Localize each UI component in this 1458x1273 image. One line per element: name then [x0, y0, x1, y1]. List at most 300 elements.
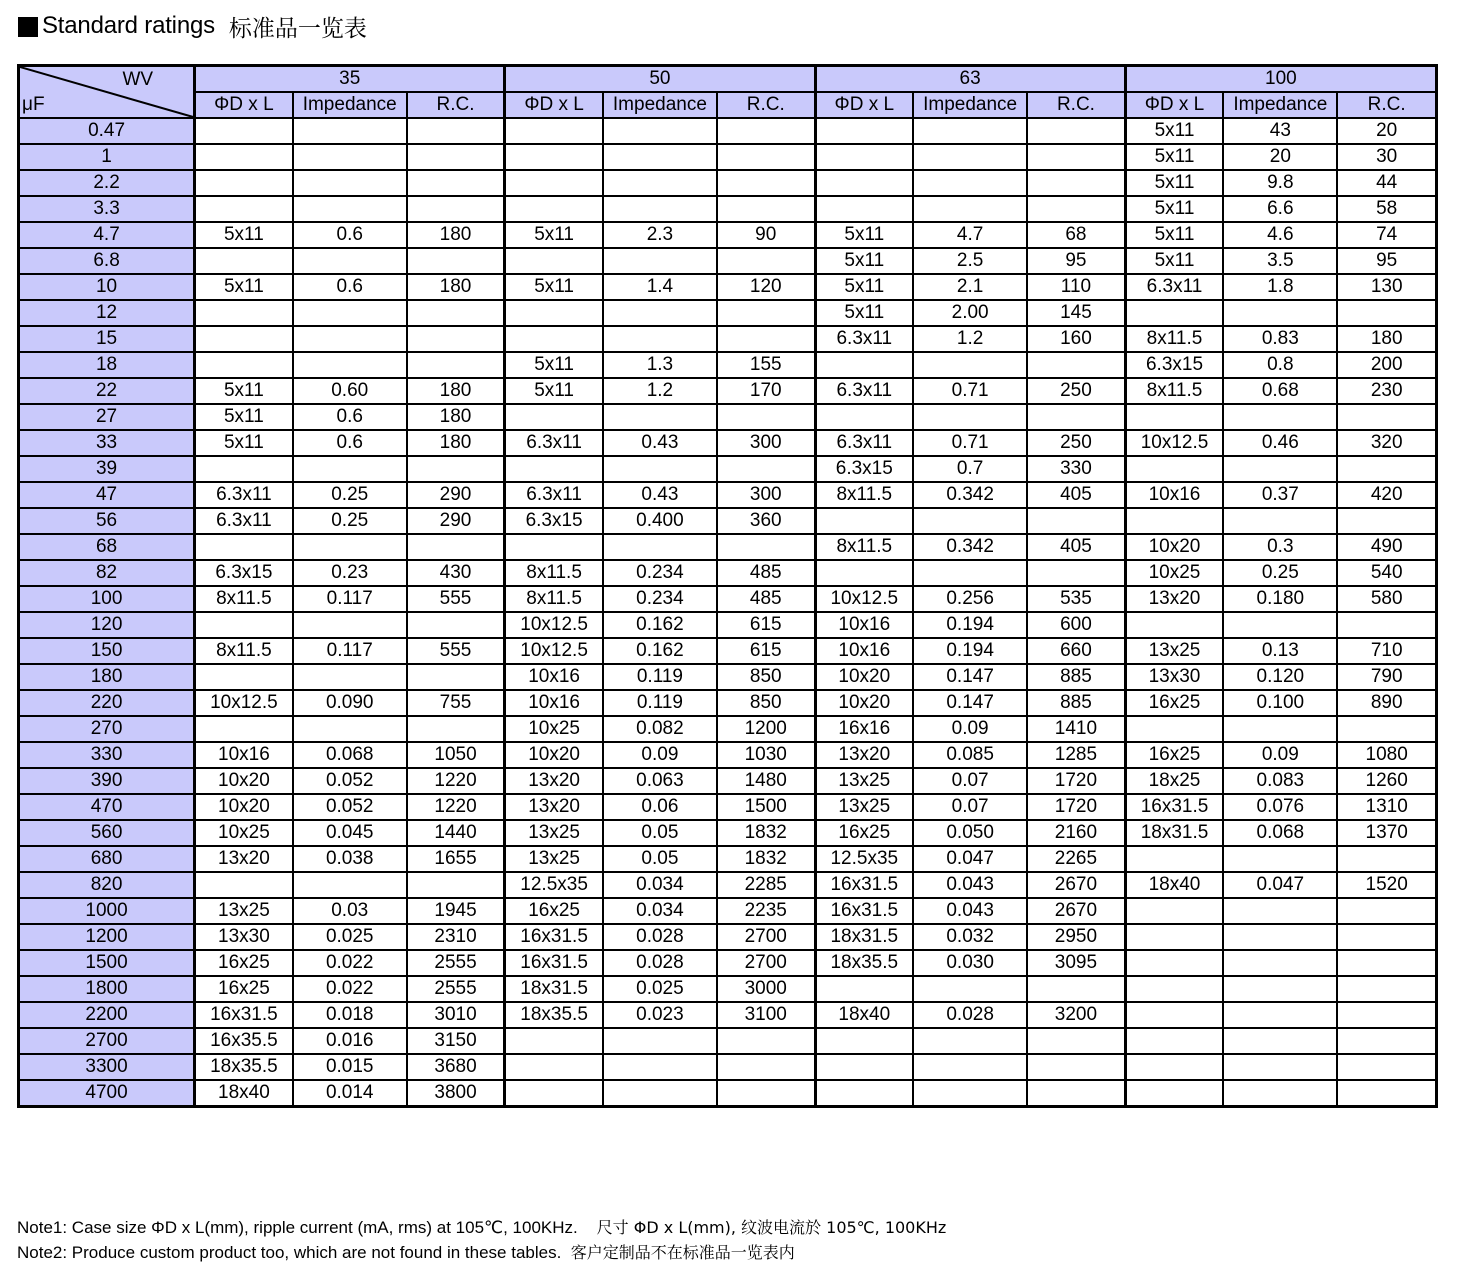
cell-63v-rc: 1410: [1027, 716, 1125, 742]
cell-100v-impedance: 0.68: [1223, 378, 1337, 404]
cell-63v-rc: 330: [1027, 456, 1125, 482]
cell-63v-impedance: [913, 352, 1027, 378]
cell-50v-impedance: [603, 456, 717, 482]
cell-50v-rc: 615: [717, 612, 815, 638]
cell-35v-rc: 3150: [407, 1028, 505, 1054]
cell-35v-impedance: 0.068: [293, 742, 407, 768]
capacitance-cell: 150: [19, 638, 195, 664]
capacitance-cell: 220: [19, 690, 195, 716]
cell-50v-impedance: 0.162: [603, 612, 717, 638]
cell-100v-impedance: [1223, 1080, 1337, 1107]
cell-63v-impedance: 0.085: [913, 742, 1027, 768]
cell-35v-impedance: [293, 118, 407, 144]
cell-50v-size: [505, 144, 603, 170]
cell-50v-size: [505, 534, 603, 560]
cell-100v-impedance: [1223, 508, 1337, 534]
table-row: [19, 924, 1437, 950]
cell-63v-impedance: 0.7: [913, 456, 1027, 482]
cell-50v-size: 5x11: [505, 352, 603, 378]
cell-35v-impedance: 0.016: [293, 1028, 407, 1054]
cell-50v-impedance: 0.400: [603, 508, 717, 534]
cell-50v-size: [505, 326, 603, 352]
note-2: [17, 1240, 946, 1265]
cell-100v-size: [1125, 1080, 1223, 1107]
cell-35v-rc: 3010: [407, 1002, 505, 1028]
cell-100v-impedance: [1223, 1054, 1337, 1080]
cell-35v-rc: 555: [407, 586, 505, 612]
cell-35v-size: [195, 612, 293, 638]
cell-35v-size: 13x25: [195, 898, 293, 924]
cell-50v-rc: 3000: [717, 976, 815, 1002]
cell-100v-rc: 490: [1337, 534, 1436, 560]
cell-63v-impedance: 4.7: [913, 222, 1027, 248]
capacitance-cell: 1500: [19, 950, 195, 976]
cell-35v-impedance: 0.60: [293, 378, 407, 404]
sub-header-impedance: Impedance: [1223, 92, 1337, 118]
cell-63v-rc: 3200: [1027, 1002, 1125, 1028]
cell-63v-impedance: 2.00: [913, 300, 1027, 326]
cell-63v-impedance: 0.194: [913, 638, 1027, 664]
cell-100v-impedance: [1223, 846, 1337, 872]
cell-100v-size: 6.3x15: [1125, 352, 1223, 378]
cell-50v-rc: [717, 196, 815, 222]
cell-100v-size: 5x11: [1125, 248, 1223, 274]
cell-50v-size: [505, 404, 603, 430]
cell-63v-size: 5x11: [815, 248, 913, 274]
cell-35v-impedance: [293, 300, 407, 326]
table-row: [19, 638, 1437, 664]
cell-35v-size: [195, 326, 293, 352]
cell-50v-rc: 1480: [717, 768, 815, 794]
cell-50v-impedance: [603, 1054, 717, 1080]
capacitance-cell: 15: [19, 326, 195, 352]
cell-35v-size: [195, 170, 293, 196]
cell-35v-rc: 755: [407, 690, 505, 716]
cell-35v-impedance: [293, 352, 407, 378]
cell-35v-impedance: 0.018: [293, 1002, 407, 1028]
capacitance-cell: 68: [19, 534, 195, 560]
cell-100v-impedance: [1223, 1028, 1337, 1054]
voltage-header-50: 50: [505, 66, 815, 93]
cell-63v-impedance: 0.032: [913, 924, 1027, 950]
sub-header-rc: R.C.: [1337, 92, 1436, 118]
cell-100v-size: 8x11.5: [1125, 326, 1223, 352]
cell-63v-rc: 250: [1027, 430, 1125, 456]
cell-63v-size: 10x20: [815, 664, 913, 690]
table-row: [19, 300, 1437, 326]
cell-50v-impedance: 1.2: [603, 378, 717, 404]
cell-63v-impedance: 0.043: [913, 898, 1027, 924]
cell-100v-impedance: 6.6: [1223, 196, 1337, 222]
cell-35v-size: 8x11.5: [195, 638, 293, 664]
cell-50v-rc: 1030: [717, 742, 815, 768]
cell-35v-size: [195, 664, 293, 690]
table-row: [19, 274, 1437, 300]
table-row: [19, 170, 1437, 196]
cell-50v-rc: [717, 248, 815, 274]
cell-35v-size: 6.3x11: [195, 482, 293, 508]
cell-100v-impedance: 0.100: [1223, 690, 1337, 716]
note-1-en: Note1: Case size ΦD x L(mm), ripple current (mA, rms) at 105℃, 100KHz.: [17, 1218, 578, 1237]
cell-100v-impedance: 4.6: [1223, 222, 1337, 248]
cell-100v-size: 16x31.5: [1125, 794, 1223, 820]
cell-50v-rc: [717, 144, 815, 170]
cell-100v-impedance: 20: [1223, 144, 1337, 170]
cell-35v-size: 18x40: [195, 1080, 293, 1107]
cell-50v-size: 13x20: [505, 768, 603, 794]
cell-100v-size: [1125, 716, 1223, 742]
cell-50v-impedance: 0.06: [603, 794, 717, 820]
cell-100v-rc: 30: [1337, 144, 1436, 170]
cell-100v-size: 5x11: [1125, 222, 1223, 248]
capacitance-cell: 330: [19, 742, 195, 768]
table-row: [19, 456, 1437, 482]
cell-35v-rc: [407, 196, 505, 222]
cell-100v-impedance: 0.047: [1223, 872, 1337, 898]
cell-35v-impedance: 0.052: [293, 768, 407, 794]
cell-100v-size: [1125, 1028, 1223, 1054]
cell-63v-impedance: [913, 144, 1027, 170]
cell-50v-impedance: 1.3: [603, 352, 717, 378]
cell-63v-size: 16x31.5: [815, 898, 913, 924]
cell-100v-size: 5x11: [1125, 170, 1223, 196]
capacitance-cell: 120: [19, 612, 195, 638]
cell-35v-rc: [407, 872, 505, 898]
cell-100v-impedance: [1223, 456, 1337, 482]
standard-ratings-table: [17, 64, 1438, 1108]
cell-35v-impedance: [293, 170, 407, 196]
cell-63v-size: 6.3x11: [815, 378, 913, 404]
capacitance-cell: 22: [19, 378, 195, 404]
cell-35v-rc: 3800: [407, 1080, 505, 1107]
cell-63v-rc: [1027, 170, 1125, 196]
capacitance-cell: 2700: [19, 1028, 195, 1054]
cell-50v-size: 5x11: [505, 222, 603, 248]
cell-63v-impedance: 0.71: [913, 378, 1027, 404]
cell-35v-impedance: 0.117: [293, 586, 407, 612]
cell-100v-rc: 320: [1337, 430, 1436, 456]
cell-100v-size: 5x11: [1125, 196, 1223, 222]
cell-100v-size: [1125, 1054, 1223, 1080]
cell-63v-impedance: 0.050: [913, 820, 1027, 846]
cell-35v-size: 8x11.5: [195, 586, 293, 612]
cell-35v-impedance: [293, 664, 407, 690]
cell-50v-impedance: 0.034: [603, 898, 717, 924]
table-row: [19, 352, 1437, 378]
cell-35v-size: 16x25: [195, 950, 293, 976]
table-row: [19, 976, 1437, 1002]
cell-35v-size: 10x16: [195, 742, 293, 768]
uf-label: μF: [22, 94, 45, 115]
cell-50v-rc: [717, 300, 815, 326]
title-cn: 标准品一览表: [228, 15, 367, 42]
cell-100v-impedance: [1223, 300, 1337, 326]
cell-100v-impedance: 0.83: [1223, 326, 1337, 352]
cell-35v-rc: [407, 352, 505, 378]
cell-63v-impedance: 0.07: [913, 768, 1027, 794]
cell-100v-size: [1125, 924, 1223, 950]
cell-63v-size: 18x31.5: [815, 924, 913, 950]
table-row: [19, 690, 1437, 716]
cell-35v-size: 10x20: [195, 794, 293, 820]
table-row: [19, 430, 1437, 456]
cell-35v-size: [195, 534, 293, 560]
cell-63v-rc: 405: [1027, 482, 1125, 508]
cell-50v-impedance: 0.234: [603, 560, 717, 586]
cell-100v-impedance: [1223, 1002, 1337, 1028]
cell-100v-rc: 230: [1337, 378, 1436, 404]
table-row: [19, 326, 1437, 352]
cell-50v-impedance: [603, 300, 717, 326]
capacitance-cell: 0.47: [19, 118, 195, 144]
cell-50v-size: [505, 1028, 603, 1054]
cell-35v-size: [195, 300, 293, 326]
sub-header-impedance: Impedance: [603, 92, 717, 118]
cell-50v-size: 16x31.5: [505, 950, 603, 976]
cell-63v-impedance: 0.342: [913, 534, 1027, 560]
cell-35v-size: 5x11: [195, 274, 293, 300]
cell-50v-size: 8x11.5: [505, 560, 603, 586]
cell-100v-size: [1125, 846, 1223, 872]
cell-100v-rc: [1337, 508, 1436, 534]
cell-35v-impedance: [293, 612, 407, 638]
cell-35v-rc: 430: [407, 560, 505, 586]
capacitance-cell: 39: [19, 456, 195, 482]
cell-35v-impedance: [293, 872, 407, 898]
cell-35v-size: [195, 872, 293, 898]
cell-50v-impedance: [603, 144, 717, 170]
cell-100v-size: 16x25: [1125, 690, 1223, 716]
table-row: [19, 404, 1437, 430]
cell-63v-rc: [1027, 976, 1125, 1002]
cell-100v-size: 13x30: [1125, 664, 1223, 690]
cell-50v-size: [505, 456, 603, 482]
cell-50v-size: [505, 196, 603, 222]
capacitance-cell: 100: [19, 586, 195, 612]
cell-35v-impedance: [293, 534, 407, 560]
capacitance-cell: 3.3: [19, 196, 195, 222]
cell-100v-rc: 420: [1337, 482, 1436, 508]
cell-50v-rc: 155: [717, 352, 815, 378]
cell-50v-size: 10x16: [505, 664, 603, 690]
table-row: [19, 196, 1437, 222]
cell-63v-rc: [1027, 404, 1125, 430]
cell-50v-impedance: 0.119: [603, 690, 717, 716]
cell-100v-rc: [1337, 898, 1436, 924]
cell-35v-size: [195, 118, 293, 144]
cell-35v-rc: [407, 248, 505, 274]
cell-35v-rc: [407, 534, 505, 560]
cell-100v-rc: [1337, 924, 1436, 950]
table-row: [19, 872, 1437, 898]
table-row: [19, 1080, 1437, 1107]
cell-35v-size: 6.3x15: [195, 560, 293, 586]
cell-100v-rc: 1260: [1337, 768, 1436, 794]
cell-50v-size: 18x35.5: [505, 1002, 603, 1028]
cell-100v-size: 13x25: [1125, 638, 1223, 664]
cell-63v-rc: [1027, 352, 1125, 378]
cell-63v-rc: [1027, 196, 1125, 222]
cell-63v-size: 8x11.5: [815, 534, 913, 560]
capacitance-cell: 2200: [19, 1002, 195, 1028]
cell-35v-impedance: 0.6: [293, 274, 407, 300]
cell-50v-impedance: [603, 534, 717, 560]
cell-63v-rc: 405: [1027, 534, 1125, 560]
cell-35v-size: 5x11: [195, 404, 293, 430]
cell-35v-size: 18x35.5: [195, 1054, 293, 1080]
cell-50v-rc: 1200: [717, 716, 815, 742]
cell-50v-impedance: 0.063: [603, 768, 717, 794]
sub-header-row: [19, 92, 1437, 118]
cell-100v-impedance: [1223, 404, 1337, 430]
cell-63v-size: [815, 118, 913, 144]
sub-header-size: ΦD x L: [505, 92, 603, 118]
table-row: [19, 716, 1437, 742]
cell-50v-size: 16x25: [505, 898, 603, 924]
cell-35v-size: 5x11: [195, 430, 293, 456]
cell-35v-impedance: [293, 716, 407, 742]
capacitance-cell: 470: [19, 794, 195, 820]
cell-50v-impedance: [603, 118, 717, 144]
cell-50v-rc: 2700: [717, 950, 815, 976]
cell-100v-rc: 180: [1337, 326, 1436, 352]
cell-100v-rc: 20: [1337, 118, 1436, 144]
cell-100v-size: 5x11: [1125, 118, 1223, 144]
cell-100v-size: 13x20: [1125, 586, 1223, 612]
cell-63v-rc: 145: [1027, 300, 1125, 326]
cell-100v-impedance: [1223, 924, 1337, 950]
cell-63v-impedance: [913, 560, 1027, 586]
cell-35v-rc: 1220: [407, 794, 505, 820]
cell-50v-rc: 360: [717, 508, 815, 534]
cell-50v-impedance: 0.023: [603, 1002, 717, 1028]
cell-100v-impedance: 1.8: [1223, 274, 1337, 300]
cell-63v-impedance: [913, 196, 1027, 222]
cell-50v-size: [505, 118, 603, 144]
cell-50v-size: 5x11: [505, 378, 603, 404]
cell-35v-size: [195, 248, 293, 274]
cell-63v-rc: 660: [1027, 638, 1125, 664]
cell-50v-rc: 485: [717, 586, 815, 612]
cell-100v-rc: 95: [1337, 248, 1436, 274]
cell-63v-size: [815, 404, 913, 430]
table-row: [19, 1002, 1437, 1028]
cell-100v-impedance: 0.076: [1223, 794, 1337, 820]
cell-50v-impedance: [603, 1080, 717, 1107]
cell-35v-impedance: [293, 144, 407, 170]
cell-63v-size: 5x11: [815, 222, 913, 248]
cell-50v-size: 8x11.5: [505, 586, 603, 612]
cell-50v-impedance: 0.05: [603, 820, 717, 846]
cell-100v-size: [1125, 976, 1223, 1002]
cell-100v-impedance: 9.8: [1223, 170, 1337, 196]
cell-100v-impedance: [1223, 976, 1337, 1002]
cell-35v-rc: [407, 300, 505, 326]
cell-63v-impedance: [913, 1028, 1027, 1054]
cell-100v-impedance: 43: [1223, 118, 1337, 144]
cell-50v-size: 13x20: [505, 794, 603, 820]
cell-35v-size: 16x25: [195, 976, 293, 1002]
cell-63v-rc: 2265: [1027, 846, 1125, 872]
cell-100v-impedance: 0.25: [1223, 560, 1337, 586]
cell-35v-impedance: 0.090: [293, 690, 407, 716]
cell-100v-rc: 540: [1337, 560, 1436, 586]
cell-50v-rc: 2285: [717, 872, 815, 898]
table-row: [19, 144, 1437, 170]
cell-63v-rc: 95: [1027, 248, 1125, 274]
cell-50v-impedance: 1.4: [603, 274, 717, 300]
cell-63v-size: 6.3x11: [815, 326, 913, 352]
capacitance-cell: 270: [19, 716, 195, 742]
cell-35v-rc: 2555: [407, 976, 505, 1002]
cell-50v-size: 18x31.5: [505, 976, 603, 1002]
cell-50v-impedance: 0.43: [603, 430, 717, 456]
cell-50v-size: 6.3x11: [505, 482, 603, 508]
cell-35v-rc: 180: [407, 430, 505, 456]
cell-50v-impedance: [603, 1028, 717, 1054]
table-row: [19, 950, 1437, 976]
cell-100v-impedance: 3.5: [1223, 248, 1337, 274]
cell-50v-impedance: 0.09: [603, 742, 717, 768]
cell-35v-impedance: 0.015: [293, 1054, 407, 1080]
cell-35v-rc: 1220: [407, 768, 505, 794]
table-row: [19, 898, 1437, 924]
cell-35v-rc: 1655: [407, 846, 505, 872]
cell-35v-impedance: 0.025: [293, 924, 407, 950]
sub-header-rc: R.C.: [407, 92, 505, 118]
cell-63v-rc: 535: [1027, 586, 1125, 612]
cell-100v-rc: 1080: [1337, 742, 1436, 768]
table-row: [19, 768, 1437, 794]
cell-35v-impedance: 0.23: [293, 560, 407, 586]
cell-63v-rc: [1027, 560, 1125, 586]
cell-63v-rc: [1027, 1028, 1125, 1054]
cell-100v-size: 6.3x11: [1125, 274, 1223, 300]
cell-100v-rc: 1310: [1337, 794, 1436, 820]
cell-50v-impedance: 0.234: [603, 586, 717, 612]
cell-63v-impedance: [913, 508, 1027, 534]
cell-35v-rc: 1440: [407, 820, 505, 846]
cell-35v-size: 5x11: [195, 222, 293, 248]
cell-100v-size: 18x40: [1125, 872, 1223, 898]
cell-63v-rc: [1027, 1080, 1125, 1107]
cell-35v-impedance: [293, 326, 407, 352]
cell-100v-rc: [1337, 846, 1436, 872]
cell-63v-impedance: [913, 976, 1027, 1002]
cell-63v-rc: [1027, 144, 1125, 170]
cell-100v-rc: [1337, 404, 1436, 430]
table-row: [19, 742, 1437, 768]
cell-35v-impedance: [293, 248, 407, 274]
cell-63v-size: 16x16: [815, 716, 913, 742]
note-1: [17, 1215, 946, 1240]
cell-100v-rc: [1337, 300, 1436, 326]
cell-35v-rc: [407, 170, 505, 196]
cell-50v-size: 13x25: [505, 846, 603, 872]
cell-100v-size: [1125, 508, 1223, 534]
cell-35v-rc: [407, 664, 505, 690]
cell-35v-size: 13x30: [195, 924, 293, 950]
cell-63v-size: [815, 976, 913, 1002]
cell-50v-size: 6.3x11: [505, 430, 603, 456]
cell-35v-impedance: 0.038: [293, 846, 407, 872]
cell-35v-rc: 1050: [407, 742, 505, 768]
cell-35v-rc: 180: [407, 222, 505, 248]
capacitance-cell: 1200: [19, 924, 195, 950]
cell-100v-rc: 130: [1337, 274, 1436, 300]
cell-35v-size: 13x20: [195, 846, 293, 872]
cell-35v-size: 16x35.5: [195, 1028, 293, 1054]
